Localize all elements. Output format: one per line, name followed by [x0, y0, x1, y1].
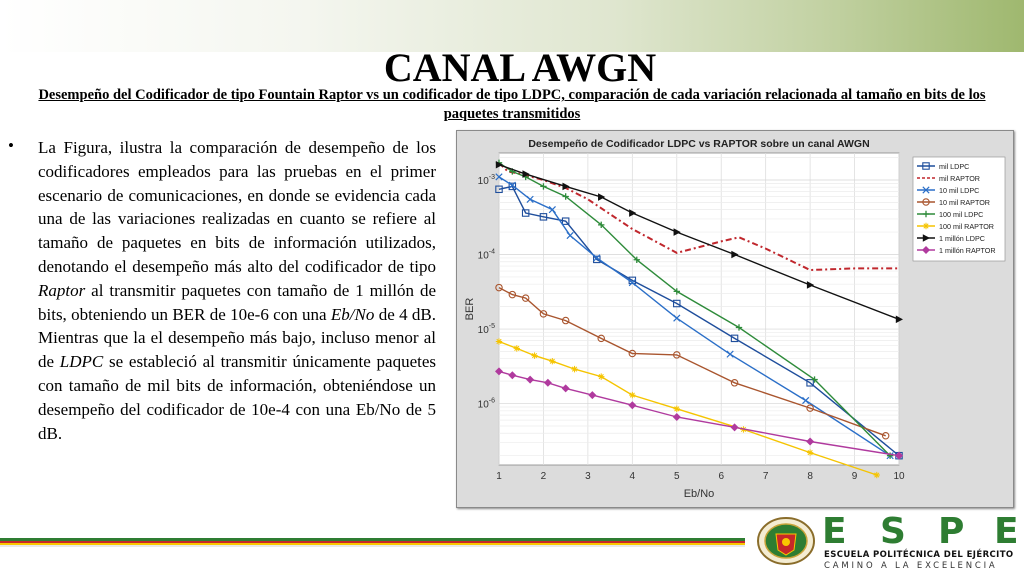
bullet-marker: •	[8, 136, 14, 155]
espe-crest-icon	[756, 516, 816, 566]
y-tick-exponent: -5	[488, 323, 495, 331]
y-tick-base: 10	[477, 325, 489, 337]
y-tick-exponent: -6	[488, 397, 495, 405]
slide-subtitle	[20, 86, 1004, 124]
y-tick-exponent: -4	[488, 248, 495, 256]
bullet-emph-ebno: Eb/No	[330, 304, 375, 324]
legend-marker	[923, 223, 929, 229]
x-tick-label: 8	[807, 471, 813, 482]
legend-label: 1 millón RAPTOR	[939, 246, 996, 255]
y-axis-label: BER	[464, 297, 476, 321]
legend-label: 100 mil LDPC	[939, 210, 984, 219]
espe-letter: P	[938, 511, 965, 552]
x-tick-label: 1	[496, 471, 502, 482]
x-tick-label: 9	[851, 471, 858, 482]
espe-logo	[822, 511, 1022, 552]
bullet-text-2: al transmitir paquetes con tamaño de 1 millón de bits, obteniendo un BER de 10e-6 con una	[38, 280, 436, 324]
espe-letter: E	[994, 511, 1019, 552]
chart-frame	[456, 130, 1014, 508]
y-tick-base: 10	[477, 399, 489, 411]
legend-label: mil RAPTOR	[939, 174, 980, 183]
espe-institution-name: ESCUELA POLITÉCNICA DEL EJÉRCITO	[824, 550, 1014, 560]
ber-chart	[457, 131, 1013, 507]
chart-title: Desempeño de Codificador LDPC vs RAPTOR sobre un canal AWGN	[528, 138, 870, 150]
y-tick-label	[478, 249, 495, 262]
x-tick-label: 6	[718, 471, 725, 482]
data-point	[874, 472, 880, 478]
bullet-text-4: se estableció al transmitir únicamente paquetes con tamaño de mil bits de información, obteniéndose un desempeño del codificador de 10e-4 con una Eb/No de 5 dB.	[38, 352, 437, 443]
y-tick-base: 10	[477, 175, 489, 187]
legend-label: 10 mil RAPTOR	[939, 198, 990, 207]
y-tick-exponent: -3	[488, 173, 495, 181]
data-point	[896, 316, 903, 324]
x-tick-label: 4	[629, 471, 636, 482]
y-tick-label	[478, 398, 495, 411]
y-tick-label	[478, 323, 495, 336]
slide-title: CANAL AWGN	[383, 45, 657, 90]
x-tick-label: 3	[585, 471, 591, 482]
legend-label: mil LDPC	[939, 162, 970, 171]
x-axis-label: Eb/No	[683, 488, 715, 500]
bullet-text-1: La Figura, ilustra la comparación de desempeño de los codificadores empleados para las pruebas en el primer escenario de comunicaciones, en donde se evidencia cada una de las variaciones realizadas en cuanto se refiere al tamaño de paquetes en bits de información utilizados, denotando el desempeño más alto del codificador de tipo	[38, 138, 436, 276]
bullet-text-3: de 4 dB. Mientras que la el desempeño más bajo, incluso menor al de	[38, 304, 436, 372]
bullet-list	[8, 136, 436, 445]
espe-letter: E	[822, 511, 847, 552]
bullet-emph-ldpc: LDPC	[59, 352, 104, 372]
y-tick-label	[478, 174, 495, 187]
x-tick-label: 5	[673, 471, 680, 482]
x-tick-label: 7	[762, 471, 769, 482]
legend-label: 10 mil LDPC	[939, 186, 980, 195]
espe-letter: S	[880, 511, 906, 552]
x-tick-label: 10	[893, 471, 905, 482]
data-point	[807, 449, 813, 455]
bullet-emph-raptor: Raptor	[38, 280, 86, 300]
legend	[913, 157, 1005, 261]
legend-label: 1 millón LDPC	[939, 234, 985, 243]
y-tick-base: 10	[477, 250, 489, 262]
data-point	[674, 406, 680, 412]
espe-motto: CAMINO A LA EXCELENCIA	[824, 561, 998, 571]
bullet-paragraph	[38, 136, 436, 445]
legend-label: 100 mil RAPTOR	[939, 222, 994, 231]
x-tick-label: 2	[540, 471, 547, 482]
slide-subtitle-text: Desempeño del Codificador de tipo Fountain Raptor vs un codificador de tipo LDPC, comparación de cada variación relacionada al tamaño en bits de los paquetes transmitidos	[38, 87, 986, 122]
footer-stripe-light	[0, 545, 745, 547]
